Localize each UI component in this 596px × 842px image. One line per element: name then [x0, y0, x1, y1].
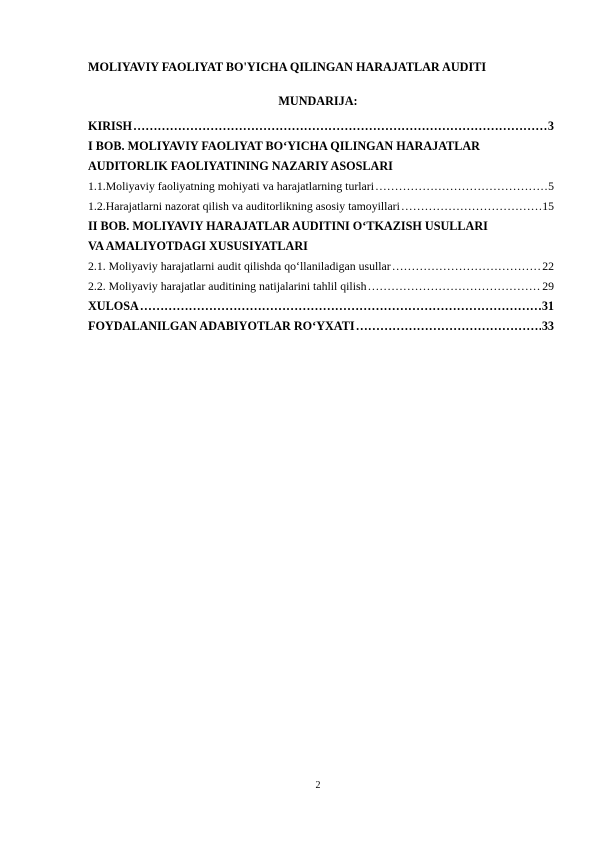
- toc-entry-text: 2.1. Moliyaviy harajatlarni audit qilishda qo‘llaniladigan usullar: [88, 259, 391, 273]
- dot-leader: [392, 256, 541, 276]
- toc-entry-intro[interactable]: [88, 116, 554, 136]
- dot-leader: [375, 176, 547, 196]
- page-number: 2: [315, 780, 321, 791]
- toc-entry-section-1-2[interactable]: [88, 196, 554, 216]
- toc-chapter1-title-line2[interactable]: AUDITORLIK FAOLIYATINING NAZARIY ASOSLARI: [88, 159, 393, 173]
- toc-page-number: 15: [542, 199, 554, 213]
- toc-entry-text: XULOSA: [88, 299, 139, 313]
- toc-heading: MUNDARIJA:: [278, 94, 358, 108]
- toc-chapter2-title-line1[interactable]: II BOB. MOLIYAVIY HARAJATLAR AUDITINI O‘TKAZISH USULLARI: [88, 219, 488, 233]
- dot-leader: [367, 276, 541, 296]
- toc-entry-section-2-1[interactable]: [88, 256, 554, 276]
- toc-chapter1-title-line1[interactable]: I BOB. MOLIYAVIY FAOLIYAT BO‘YICHA QILINGAN HARAJATLAR: [88, 139, 480, 153]
- toc-page-number: 22: [542, 259, 554, 273]
- toc-entry-text: 1.1.Moliyaviy faoliyatning mohiyati va harajatlarning turlari: [88, 179, 374, 193]
- document-title: MOLIYAVIY FAOLIYAT BO'YICHA QILINGAN HARAJATLAR AUDITI: [88, 60, 487, 74]
- table-of-contents: [88, 116, 554, 336]
- toc-entry-text: 2.2. Moliyaviy harajatlar auditining natijalarini tahlil qilish: [88, 279, 367, 293]
- toc-entry-text: 1.2.Harajatlarni nazorat qilish va auditorlikning asosiy tamoyillari: [88, 199, 400, 213]
- toc-page-number: 5: [548, 179, 554, 193]
- toc-page-number: 31: [541, 299, 554, 313]
- toc-entry-text: FOYDALANILGAN ADABIYOTLAR RO‘YXATI: [88, 319, 355, 333]
- toc-chapter2-title-line2[interactable]: VA AMALIYOTDAGI XUSUSIYATLARI: [88, 239, 308, 253]
- dot-leader: [133, 116, 547, 136]
- toc-entry-section-2-2[interactable]: [88, 276, 554, 296]
- toc-entry-references[interactable]: [88, 316, 554, 336]
- toc-entry-text: KIRISH: [88, 119, 133, 133]
- toc-page-number: 3: [547, 119, 554, 133]
- dot-leader: [401, 196, 541, 216]
- dot-leader: [356, 316, 541, 336]
- toc-entry-conclusion[interactable]: [88, 296, 554, 316]
- toc-page-number: 33: [541, 319, 554, 333]
- toc-entry-section-1-1[interactable]: [88, 176, 554, 196]
- dot-leader: [140, 296, 541, 316]
- toc-page-number: 29: [542, 279, 554, 293]
